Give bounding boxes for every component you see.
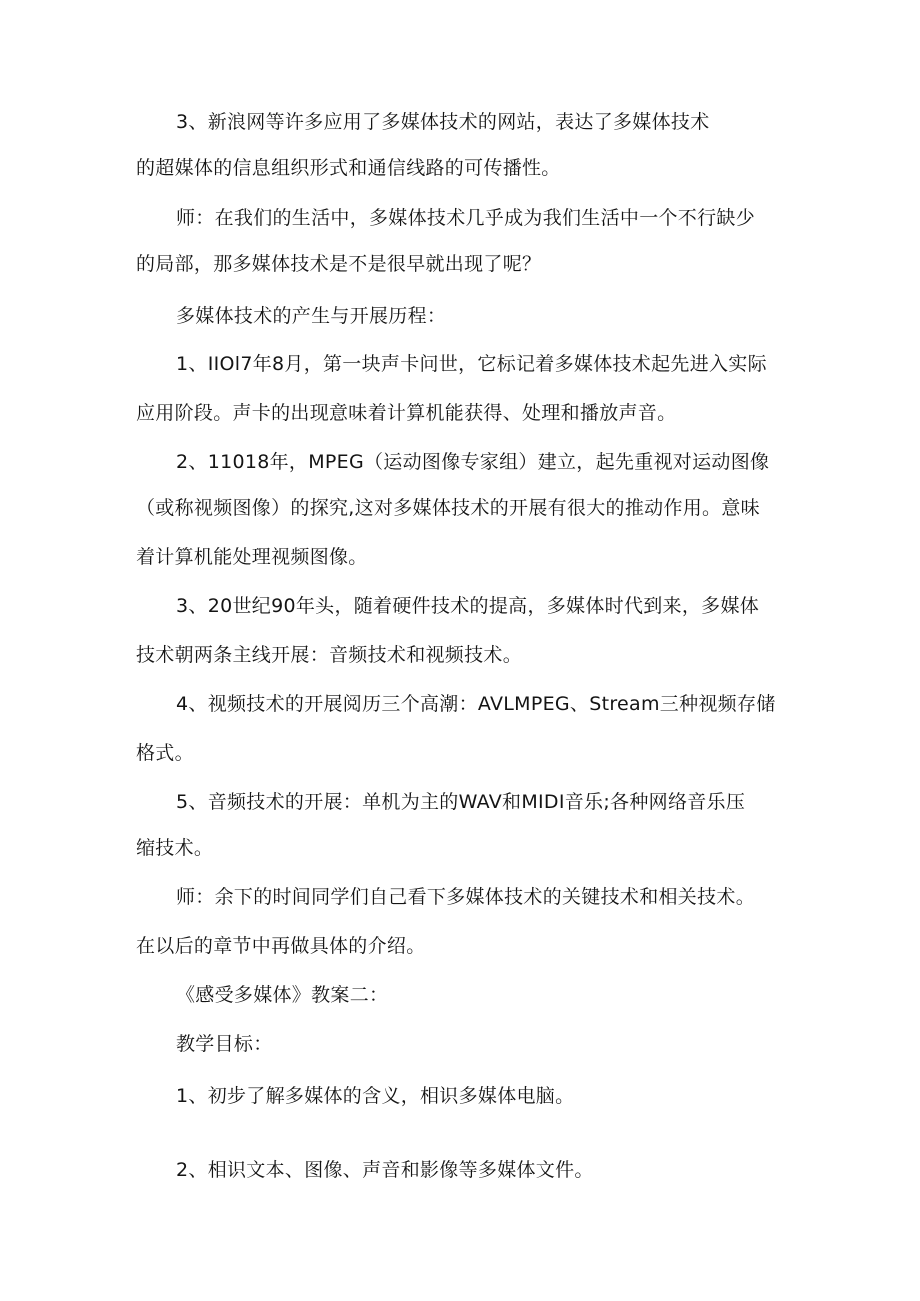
paragraph-line: 的局部，那多媒体技术是不是很早就出现了呢？ — [136, 253, 542, 275]
paragraph-line: 5、音频技术的开展：单机为主的WAV和MIDI音乐;各种网络音乐压 — [176, 791, 746, 813]
paragraph-line: 师：在我们的生活中，多媒体技术几乎成为我们生活中一个不行缺少 — [176, 207, 756, 229]
paragraph-line: 格式。 — [136, 742, 194, 764]
section-heading: 教学目标： — [176, 1033, 273, 1055]
paragraph-line: 应用阶段。声卡的出现意味着计算机能获得、处理和播放声音。 — [136, 402, 677, 424]
list-item: 2、相识文本、图像、声音和影像等多媒体文件。 — [176, 1159, 594, 1181]
paragraph-line: 技术朝两条主线开展：音频技术和视频技术。 — [136, 644, 523, 666]
paragraph-line: 3、20世纪90年头，随着硬件技术的提高，多媒体时代到来，多媒体 — [176, 595, 760, 617]
paragraph-line: （或称视频图像）的探究,这对多媒体技术的开展有很大的推动作用。意味 — [136, 497, 760, 519]
list-item: 1、初步了解多媒体的含义，相识多媒体电脑。 — [176, 1085, 575, 1107]
paragraph-line: 在以后的章节中再做具体的介绍。 — [136, 935, 426, 957]
paragraph-line: 师：余下的时间同学们自己看下多媒体技术的关键技术和相关技术。 — [176, 886, 756, 908]
section-heading: 多媒体技术的产生与开展历程： — [176, 305, 447, 327]
paragraph-line: 1、IIOl7年8月，第一块声卡问世，它标记着多媒体技术起先进入实际 — [176, 353, 767, 375]
paragraph-line: 3、新浪网等许多应用了多媒体技术的网站，表达了多媒体技术 — [176, 111, 710, 133]
paragraph-line: 缩技术。 — [136, 837, 214, 859]
paragraph-line: 着计算机能处理视频图像。 — [136, 546, 368, 568]
section-title: 《感受多媒体》教案二： — [176, 984, 389, 1006]
paragraph-line: 4、视频技术的开展阅历三个高潮：AVLMPEG、Stream三种视频存储 — [176, 693, 776, 715]
paragraph-line: 的超媒体的信息组织形式和通信线路的可传播性。 — [136, 157, 561, 179]
paragraph-line: 2、11018年，MPEG（运动图像专家组）建立，起先重视对运动图像 — [176, 451, 770, 473]
